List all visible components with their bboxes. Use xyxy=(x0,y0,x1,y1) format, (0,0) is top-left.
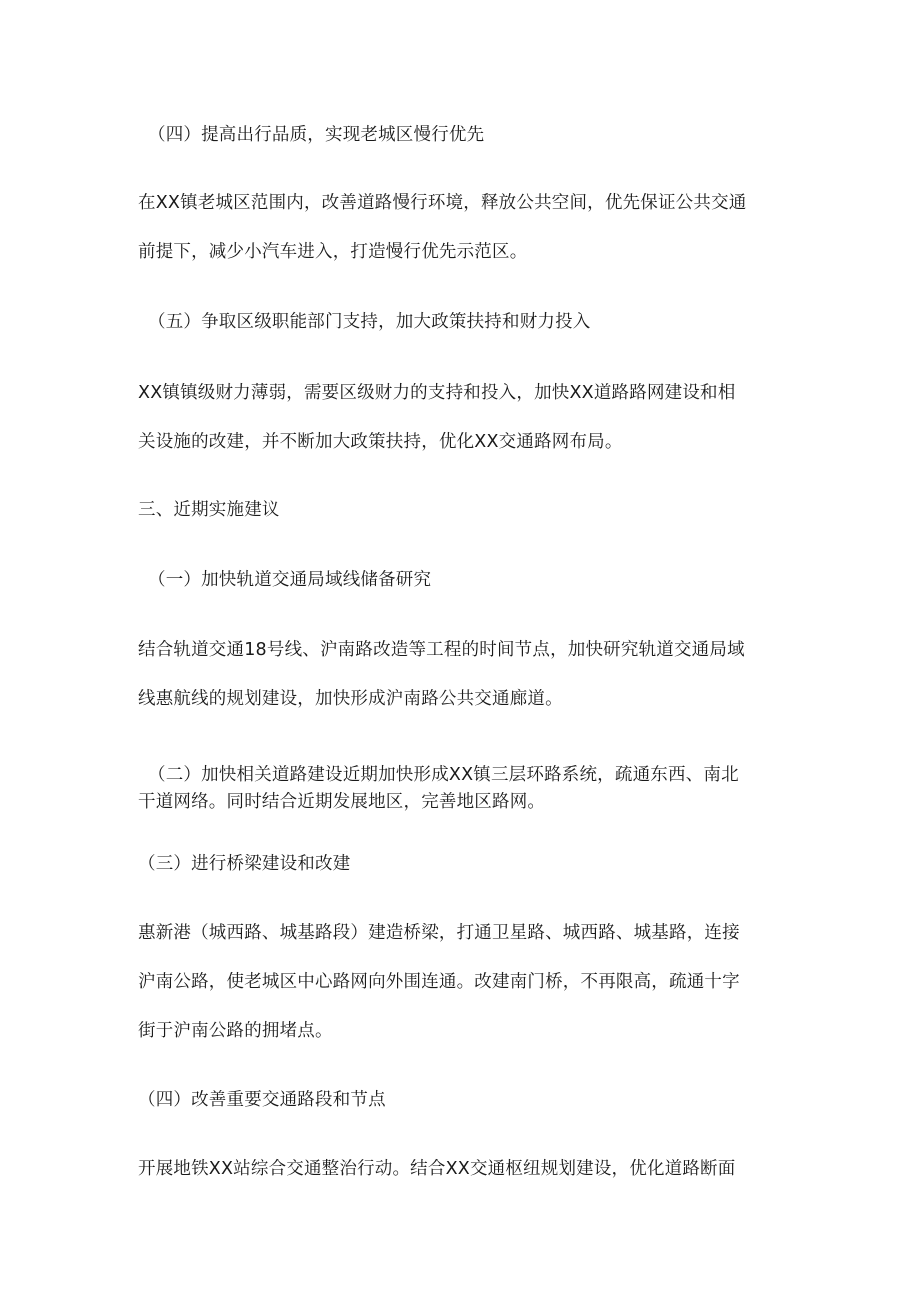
heading-3-bridges: （三）进行桥梁建设和改建 xyxy=(138,854,351,874)
heading-1-rail-research: （一）加快轨道交通局域线储备研究 xyxy=(148,570,432,590)
heading-2-road-construction: （二）加快相关道路建设近期加快形成XX镇三层环路系统，疏通东西、南北 xyxy=(148,765,739,785)
paragraph-line: XX镇镇级财力薄弱，需要区级财力的支持和投入，加快XX道路路网建设和相 xyxy=(138,383,736,403)
paragraph-line: 干道网络。同时结合近期发展地区，完善地区路网。 xyxy=(138,792,546,812)
paragraph-line: 结合轨道交通18号线、沪南路改造等工程的时间节点，加快研究轨道交通局域 xyxy=(138,640,745,660)
paragraph-line: 前提下，减少小汽车进入，打造慢行优先示范区。 xyxy=(138,242,528,262)
heading-5-district-support: （五）争取区级职能部门支持，加大政策扶持和财力投入 xyxy=(148,312,591,332)
paragraph-line: 线惠航线的规划建设，加快形成沪南路公共交通廊道。 xyxy=(138,689,563,709)
paragraph-line: 惠新港（城西路、城基路段）建造桥梁，打通卫星路、城西路、城基路，连接 xyxy=(138,923,740,943)
paragraph-line: 开展地铁XX站综合交通整治行动。结合XX交通枢纽规划建设，优化道路断面 xyxy=(138,1159,736,1179)
heading-4-slow-travel: （四）提高出行品质，实现老城区慢行优先 xyxy=(148,125,485,145)
paragraph-line: 关设施的改建，并不断加大政策扶持，优化XX交通路网布局。 xyxy=(138,432,623,452)
paragraph-line: 在XX镇老城区范围内，改善道路慢行环境，释放公共空间，优先保证公共交通 xyxy=(138,193,747,213)
section-heading-3: 三、近期实施建议 xyxy=(138,500,280,520)
paragraph-line: 沪南公路，使老城区中心路网向外围连通。改建南门桥，不再限高，疏通十字 xyxy=(138,972,740,992)
paragraph-line: 街于沪南公路的拥堵点。 xyxy=(138,1021,333,1041)
heading-4-key-sections: （四）改善重要交通路段和节点 xyxy=(138,1090,386,1110)
